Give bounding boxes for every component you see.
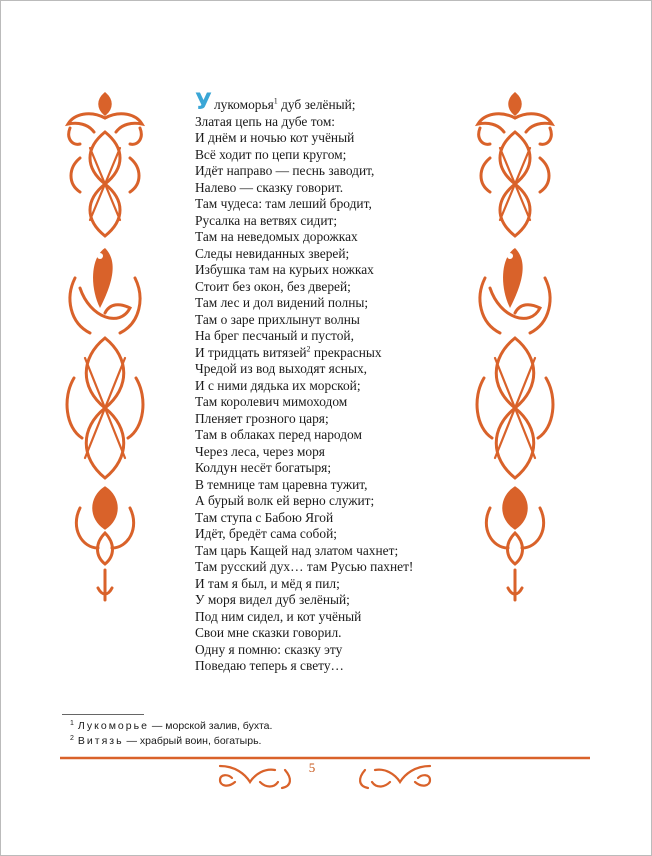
poem-line: Под ним сидел, и кот учёный (195, 608, 362, 624)
poem-line: Всё ходит по цепи кругом; (195, 146, 347, 162)
page-number: 5 (308, 760, 316, 775)
poem-line: Колдун несёт богатыря; (195, 460, 332, 475)
poem-line: Идёт, бредёт сама собой; (195, 526, 337, 541)
poem-line: И днём и ночью кот учёный (195, 130, 355, 145)
poem-line: Улукоморья$^1$ дуб зелёный; (195, 90, 356, 115)
poem-line: Русалка на ветвях сидит; (195, 212, 338, 228)
bottom-ornament-icon (60, 752, 590, 792)
poem-line: Идёт направо — песнь заводит, (195, 163, 375, 178)
poem-line: Там царь Кащей над златом чахнет; (195, 542, 399, 558)
poem-line: Там на неведомых дорожках (195, 229, 358, 244)
poem-line: Свои мне сказки говорил. (195, 625, 342, 640)
poem-line: Там русский дух… там Русью пахнет! (195, 559, 414, 574)
poem-line: И с ними дядька их морской; (195, 377, 361, 393)
poem-line: Одну я помню: сказку эту (195, 641, 343, 657)
poem-line: У моря видел дуб зелёный; (195, 592, 350, 607)
poem-text (195, 90, 475, 675)
poem-line: Чредой из вод выходят ясных, (195, 361, 367, 376)
poem-line: Там чудеса: там леший бродит, (195, 196, 372, 211)
footnote-ref: 1 (273, 96, 278, 106)
poem-line: Там ступа с Бабою Ягой (195, 509, 334, 525)
right-ornament-icon (470, 88, 560, 608)
poem-line: Там лес и дол видений полны; (195, 295, 369, 310)
poem-line: Там о заре прихлынут волны (195, 311, 360, 327)
poem-line: Златая цепь на дубе том: (195, 113, 336, 129)
poem-line: Налево — сказку говорит. (195, 179, 344, 195)
footnote-divider (62, 714, 144, 715)
poem-line: Там королевич мимоходом (195, 394, 348, 409)
drop-cap: У (195, 90, 212, 115)
footnote: $^1$ Лукоморье — морской залив, бухта. (70, 719, 273, 732)
poem-line: Стоит без окон, без дверей; (195, 278, 351, 294)
left-ornament-icon (60, 88, 150, 608)
poem-line: Следы невиданных зверей; (195, 245, 350, 261)
poem-line: Через леса, через моря (195, 443, 325, 459)
poem-line: А бурый волк ей верно служит; (195, 493, 375, 508)
poem-line: Поведаю теперь я свету… (195, 658, 344, 673)
poem-line: Там в облаках перед народом (195, 427, 362, 442)
poem-line: Пленяет грозного царя; (195, 410, 329, 426)
footnotes (70, 719, 272, 749)
poem-line: Избушка там на курьих ножках (195, 262, 374, 277)
poem-line: И там я был, и мёд я пил; (195, 575, 340, 591)
poem-line: На брег песчаный и пустой, (195, 328, 354, 343)
footnote-ref: 2 (306, 344, 311, 354)
poem-line: И тридцать витязей$^2$ прекрасных (195, 344, 382, 360)
footnote: $^2$ Витязь — храбрый воин, богатырь. (70, 734, 262, 747)
poem-line: В темнице там царевна тужит, (195, 476, 368, 492)
